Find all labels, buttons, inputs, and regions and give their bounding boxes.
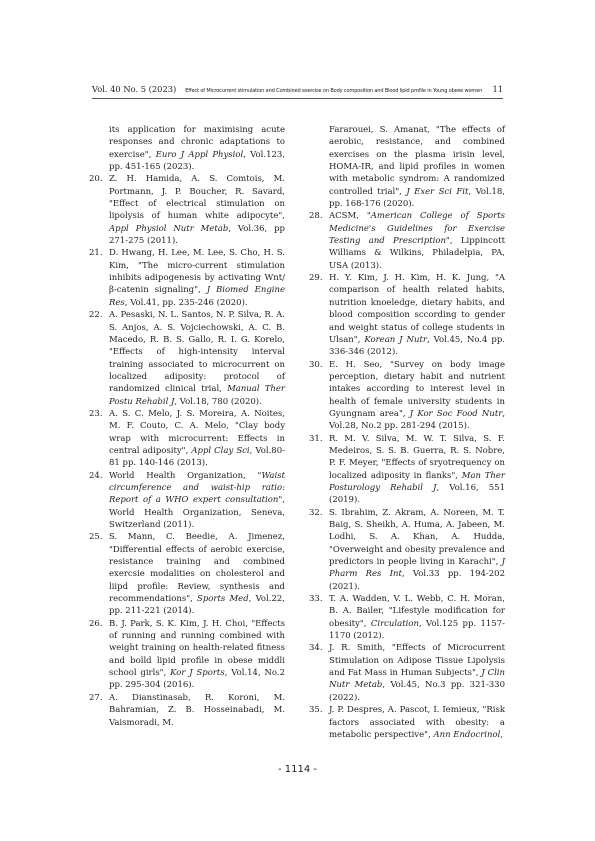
journal-title: J Pharm Res Int [329,557,505,580]
reference-text [109,619,285,691]
reference-continuation [89,124,285,173]
reference-segment: , Vol.18, pp. 168-176 (2020). [329,186,505,210]
reference-number: 26. [89,618,103,629]
reference-segment: , Vol.22, pp. 211-221 (2014). [109,594,285,617]
reference-segment: , Vol.45, No.3 pp. 321-330 (2022). [329,680,505,703]
reference-text [109,248,285,307]
journal-title: J Clin Nutr Metab [329,668,506,691]
reference-segment: , Vol.28, No.2 pp. 281-294 (2015). [329,408,506,432]
reference-entry [309,359,505,433]
reference-segment: , Vol.33 pp. 194-202 (2021). [329,569,505,592]
journal-title: Man Ther Posturology Rehabil J [329,470,505,493]
reference-segment: , [500,729,504,740]
journal-title: J Exer Sci Fit [406,186,469,197]
reference-text [329,360,505,432]
reference-number: 25. [89,532,103,543]
journal-volume: Vol. 40 No. 5 (2023) [92,84,177,94]
reference-segment: A. Pesaski, N. L. Santos, N. P. Silva, R. A. S. Anjos, A. S. Vojciechowski, A. C. B. Macedo, R. B. S. Gallo, R. I. G. Korelo, "Effects of high-intensity interval training associated to microcurrent on localized adiposity: protocol of randomized clinical trial, [109,310,285,395]
reference-segment: J. R. Smith, "Effects of Microcurrent Stimulation on Adipose Tissue Lipolysis and Fat Mass in Human Subjects", [329,643,505,679]
reference-entry [89,408,285,470]
journal-title: Appl Clay Sci [191,445,250,456]
journal-title: Waist circumference and waist-hip ratio: Report of a WHO expert consultation [109,470,285,506]
reference-number: 32. [309,507,323,518]
reference-text [109,174,285,246]
reference-segment: , Vol.80-81 pp. 140-146 (2013). [109,445,285,469]
reference-segment: R. M. V. Silva, M. W. T. Silva, S. F. Medeiros, S. S. B. Guerra, R. S. Nobre, P. F. Meyer, "Effects of sryotrequency on localized adiposity in flanks", [329,433,505,481]
reference-text [329,508,505,592]
reference-segment: D. Hwang, H. Lee, M. Lee, S. Cho, H. S. Kim, "The micro-current stimulation inhibits adipogenesis by activating Wnt/β-catenin signaling", [109,248,285,296]
reference-number: 24. [89,470,103,481]
reference-text [109,409,285,468]
reference-number: 33. [309,594,323,605]
reference-segment: S. Mann, C. Beedie, A. Jimenez, "Differential effects of aerobic exercise, resistance training and combined exercsie modalities on cholesterol and liipd profile: Review, synthesis and recommendations", [109,532,285,605]
journal-title: Sports Med [197,594,249,605]
reference-segment: T. A. Wadden, V. L. Webb, C. H. Moran, B. A. Bailer, "Lifestyle modification for obesity", [329,594,505,629]
reference-segment: Z. H. Hamida, A. S. Comtois, M. Portmann, J. P. Boucher, R. Savard, "Effect of electrical stimulation on lipolysis of human white adipocyte", [109,174,285,222]
reference-number: 29. [309,273,323,284]
reference-text [329,705,505,740]
reference-entry [309,507,505,593]
reference-segment: ACSM, " [329,211,371,222]
journal-title: Korean J Nutr [364,334,427,345]
reference-segment: , Vol.45, No.4 pp. 336-346 (2012). [329,334,506,358]
reference-number: 35. [309,705,323,716]
reference-number: 27. [89,692,103,703]
reference-segment: ", Lippincott Williams & Wilkins, Philadelpia, PA, USA (2013). [329,236,505,271]
reference-number: 34. [309,643,323,654]
reference-entry [89,309,285,408]
reference-text [329,273,505,357]
reference-entry [89,692,285,729]
reference-segment: , Vol.36, pp 271-275 (2011). [109,223,285,247]
journal-title: American College of Sports Medicine's Guidelines for Exercise Testing and Prescription [329,211,505,247]
reference-text [109,310,285,406]
page-footer-number: - 1114 - [277,764,318,775]
reference-entry [309,433,505,507]
reference-text [109,693,285,728]
reference-continuation [309,124,505,210]
references-left-column [89,124,285,729]
reference-segment: , Vol.125 pp. 1157-1170 (2012). [329,618,506,642]
reference-text [329,434,505,506]
reference-entry [89,173,285,247]
reference-segment: B. J. Park, S. K. Kim, J. H. Choi, "Effects of running and running combined with weight training on health-related fitness and bolld lipid profile in obese middli school girls", [109,618,285,679]
references-right-column [309,124,505,741]
reference-text [329,125,505,209]
reference-entry [309,593,505,642]
reference-segment: Fararouei, S. Amanat, "The effects of aerobic, resistance, and combined exercises on the plasma irisin level, HOMA-IR, and lipid profiles in women with metabolic syndrom: A randomized controlled trial", [329,125,505,197]
reference-segment: , Vol.123, pp. 451-165 (2023). [109,149,286,173]
reference-segment: H. Y. Kim, J. H. Kim, H. K. Jung, "A comparison of health related habits, nutrition knoeledge, dietary habits, and blood composition sccording to gender and weight status of college students in Ulsan", [329,273,505,345]
running-header [92,84,503,98]
reference-entry [89,470,285,532]
reference-segment: , Vol.41, pp. 235-246 (2020). [124,297,248,308]
reference-number: 21. [89,248,103,259]
journal-title: Euro J Appl Physiol [155,149,244,160]
reference-segment: E. H. Seo, "Survey on body image perception, dietary habit and nutrient intakes according to interest level in health of female university students in Gyungnam area", [329,359,505,419]
header-page-number: 11 [492,84,503,94]
journal-title: J Kor Soc Food Nutr [409,408,503,419]
reference-number: 30. [309,359,323,370]
journal-title: Kor J Sports [170,668,225,679]
reference-segment: World Health Organization, " [109,470,262,481]
reference-number: 23. [89,408,103,419]
reference-text [109,471,285,530]
reference-segment: , Vol.16, 551 (2019). [329,482,506,506]
reference-segment: S. Ibrahim, Z. Akram, A. Noreen, M. T. Baig, S. Sheikh, A. Huma, A. Jabeen, M. Lodhi, S. A. Khan, A. Hudda, "Overweight and obesity prevalence and predictors in people living in Karachi", [329,507,505,568]
reference-text [329,594,505,641]
running-title: Effect of Microcurrent stimulation and Combined exercise on Body composition and Blood lipid profile in Young obese women [185,88,483,94]
reference-segment: its application for maximising acute responses and chronic adaptations to exercise", [109,125,285,160]
reference-entry [309,704,505,741]
journal-title: Ann Endocrinol [433,729,501,740]
reference-segment: J. P. Despres, A. Pascot, I. Iemieux, "Risk factors associated with obesity: a metabolic perspective", [329,705,505,740]
reference-text [329,211,505,270]
reference-entry [89,618,285,692]
reference-segment: A. S. C. Melo, J. S. Moreira, A. Noites, M. F. Couto, C. A. Melo, "Clay body wrap with microcurrent: Effects in central adiposity", [109,408,285,456]
reference-number: 31. [309,433,323,444]
journal-title: Manual Ther Postu Rehabil J [109,384,285,407]
reference-segment: , Vol.18, 780 (2020). [174,396,262,407]
header-rule [92,98,503,99]
reference-segment: ", World Health Organization, Seneva, Switzerland (2011). [109,495,285,530]
reference-entry [89,247,285,309]
reference-segment: , Vol.14, No.2 pp. 295-304 (2016). [109,668,285,691]
reference-text [329,643,505,702]
reference-number: 20. [89,174,103,185]
reference-entry [309,272,505,358]
reference-text [109,125,285,172]
journal-title: Circulation [370,618,419,629]
reference-entry [309,642,505,704]
reference-entry [309,210,505,272]
reference-text [109,532,285,616]
journal-title: J Biomed Engine Res [109,285,285,308]
reference-number: 28. [309,211,323,222]
journal-title: Appl Physiol Nutr Metab [109,223,229,234]
reference-segment: A. Dianstinasab, R. Koroni, M. Bahramian, Z. B. Hosseinabadi, M. Vaismoradi, M. [109,692,285,728]
reference-entry [89,531,285,617]
reference-number: 22. [89,310,103,321]
